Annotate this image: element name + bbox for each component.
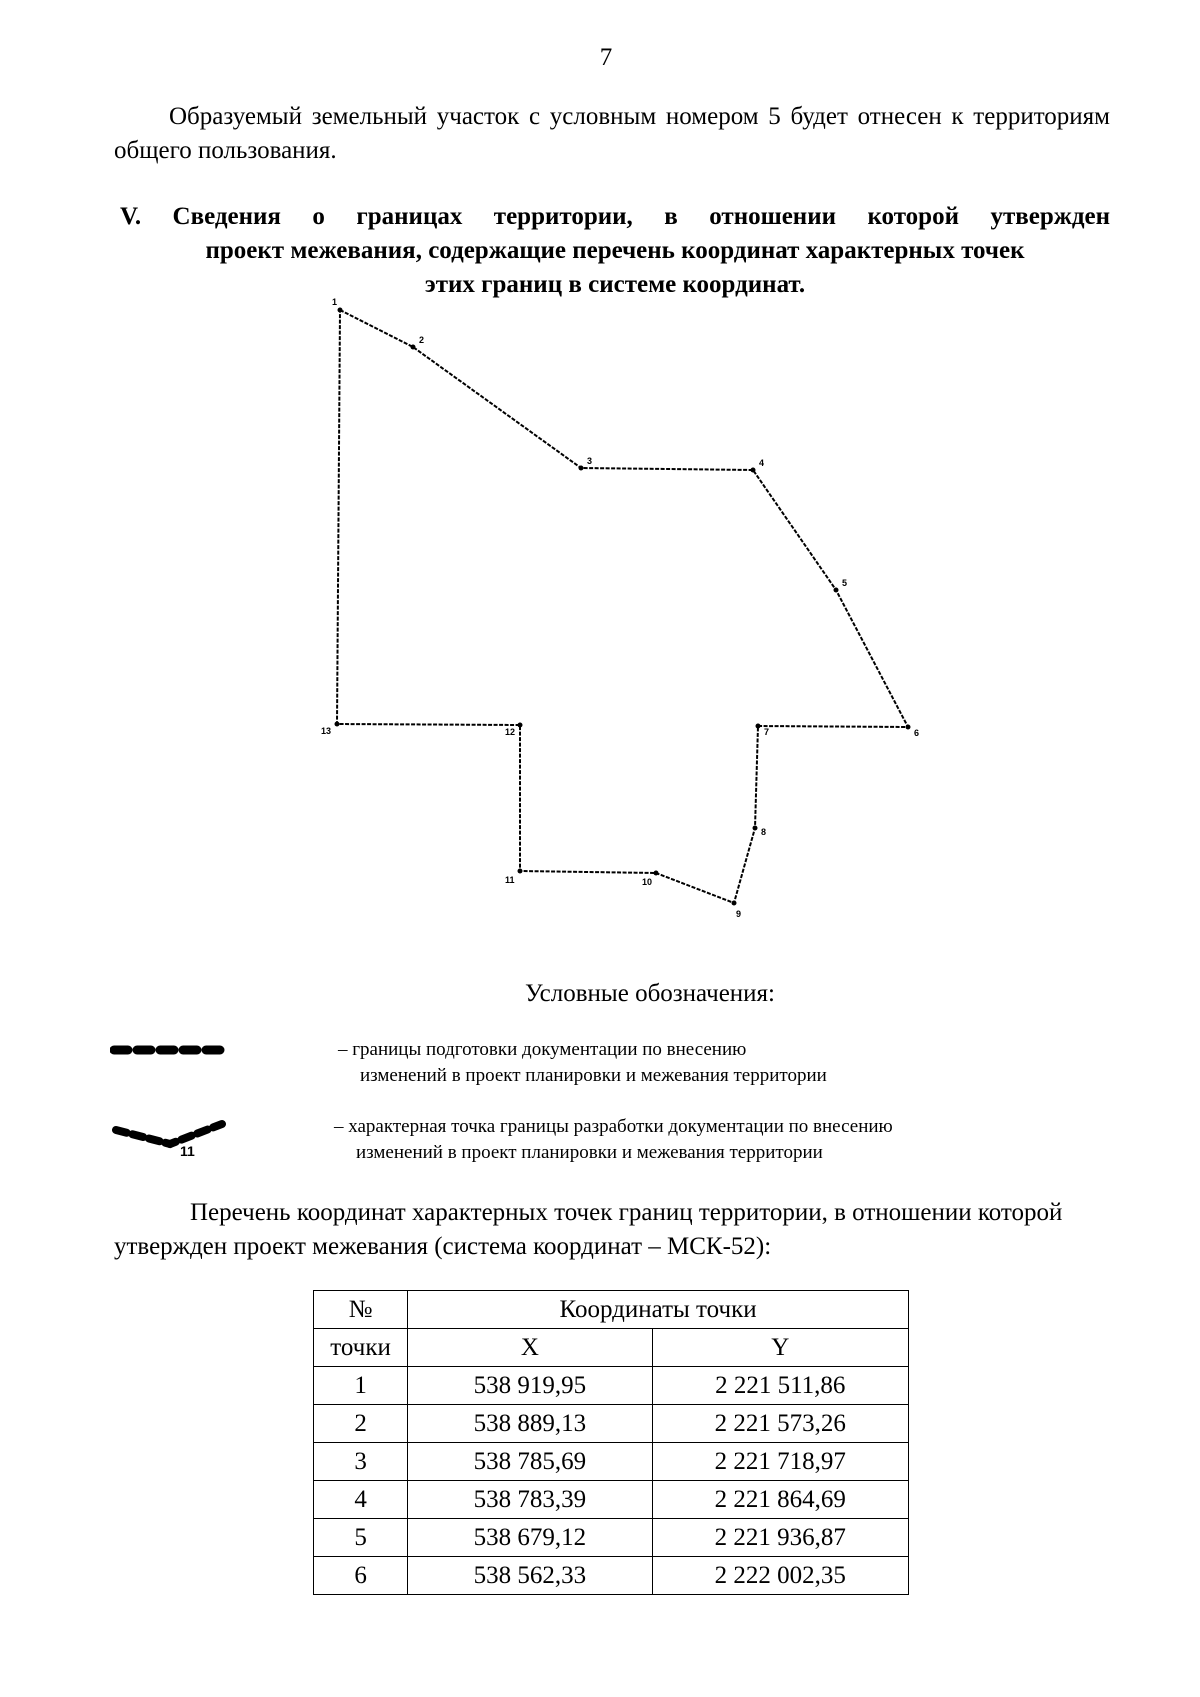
boundary-point-label: 13 (321, 726, 332, 736)
cell-point-no: 6 (314, 1557, 408, 1595)
heading-line-2: проект межевания, содержащие перечень координат характерных точек (205, 237, 1025, 264)
cell-point-no: 3 (314, 1443, 408, 1481)
legend-item-2-line-1: – характерная точка границы разработки документации по внесению (334, 1116, 893, 1137)
boundary-point (834, 588, 839, 593)
boundary-point-label: 12 (505, 727, 516, 737)
page-number: 7 (599, 44, 613, 71)
legend-item-boundary (338, 1037, 1038, 1089)
dashed-boundary-icon (110, 1040, 230, 1060)
legend-item-1-line-1: – границы подготовки документации по внесению (338, 1039, 747, 1060)
heading-line-1: V. Сведения о границах территории, в отношении которой утвержден (120, 203, 1110, 230)
boundary-point-label: 8 (761, 827, 767, 837)
boundary-point-label: 10 (642, 877, 653, 887)
cell-point-no: 5 (314, 1519, 408, 1557)
cell-point-no: 1 (314, 1367, 408, 1405)
cell-x: 538 562,33 (408, 1557, 652, 1595)
boundary-point (579, 466, 584, 471)
boundary-point (518, 869, 523, 874)
boundary-point (906, 725, 911, 730)
boundary-point (338, 308, 343, 313)
table-row (314, 1443, 909, 1481)
heading-line-3: этих границ в системе координат. (424, 271, 806, 298)
cell-x: 538 889,13 (408, 1405, 652, 1443)
cell-y: 2 221 936,87 (652, 1519, 908, 1557)
legend-item-point (334, 1114, 1074, 1166)
cell-y: 2 221 573,26 (652, 1405, 908, 1443)
boundary-point (751, 468, 756, 473)
legend-item-2-line-2: изменений в проект планировки и межевания территории (356, 1142, 823, 1163)
table-row (314, 1367, 909, 1405)
boundary-point-label: 1 (332, 297, 338, 307)
cell-y: 2 221 864,69 (652, 1481, 908, 1519)
cell-point-no: 4 (314, 1481, 408, 1519)
cell-y: 2 221 718,97 (652, 1443, 908, 1481)
boundary-point (654, 871, 659, 876)
boundary-point (518, 723, 523, 728)
cell-y: 2 222 002,35 (652, 1557, 908, 1595)
table-row (314, 1481, 909, 1519)
paragraph-land-plot: Образуемый земельный участок с условным номером 5 будет отнесен к территориям общего пользования. (114, 103, 1110, 164)
boundary-point-label: 9 (736, 909, 742, 919)
boundary-diagram (0, 290, 1200, 930)
boundary-point-label: 11 (505, 875, 515, 885)
boundary-point (335, 722, 340, 727)
boundary-point-label: 4 (759, 458, 765, 468)
boundary-point (753, 826, 758, 831)
cell-x: 538 919,95 (408, 1367, 652, 1405)
header-x: X (408, 1329, 652, 1367)
table-row (314, 1557, 909, 1595)
boundary-point-label: 5 (842, 578, 848, 588)
section-heading (120, 200, 1110, 302)
boundary-point (756, 724, 761, 729)
boundary-point-label: 2 (419, 335, 425, 345)
cell-point-no: 2 (314, 1405, 408, 1443)
boundary-point-label: 3 (587, 456, 593, 466)
header-point-no-line-1: № (314, 1291, 408, 1329)
legend-point-label: 11 (180, 1143, 195, 1158)
cell-x: 538 785,69 (408, 1443, 652, 1481)
legend-title: Условные обозначения: (524, 980, 776, 1007)
boundary-polygon (337, 310, 908, 903)
boundary-point-icon (112, 1108, 232, 1158)
paragraph-coordinates-intro: Перечень координат характерных точек границ территории, в отношении которой утвержден проект межевания (система координат – МСК-52): (114, 1199, 1063, 1260)
boundary-point (732, 901, 737, 906)
boundary-point (411, 345, 416, 350)
cell-x: 538 783,39 (408, 1481, 652, 1519)
cell-y: 2 221 511,86 (652, 1367, 908, 1405)
boundary-point-label: 6 (914, 728, 920, 738)
boundary-point-label: 7 (764, 727, 770, 737)
table-row (314, 1405, 909, 1443)
coordinates-table (313, 1290, 909, 1595)
header-coordinates: Координаты точки (408, 1291, 909, 1329)
header-point-no-line-2: точки (314, 1329, 408, 1367)
table-row (314, 1519, 909, 1557)
header-y: Y (652, 1329, 908, 1367)
cell-x: 538 679,12 (408, 1519, 652, 1557)
legend-item-1-line-2: изменений в проект планировки и межевания территории (360, 1065, 827, 1086)
